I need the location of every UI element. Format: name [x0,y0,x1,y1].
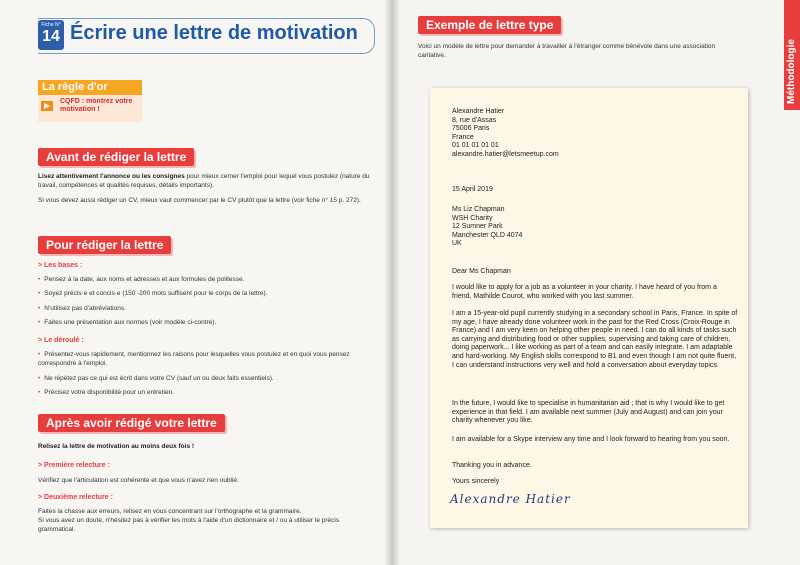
fiche-number: 14 [42,28,60,45]
first-reading-heading: > Première relecture : [38,462,110,469]
bases-item-4: • Faites une présentation aux normes (voir modèle ci-contre). [38,318,378,327]
letter-paragraph-3: In the future, I would like to specialise in humanitarian aid ; that is why I would like to get experience in that field. I am available next summer (July and August) and can join your charity whenever you like. [452,400,725,425]
bases-item-3: • N'utilisez pas d'abréviations. [38,304,378,313]
recipient-block [452,206,738,249]
second-reading-heading: > Deuxième relecture : [38,494,113,501]
sender-line: Alexandre Hatier [452,108,505,115]
recipient-line: 12 Sumner Park [452,223,503,231]
before-p1-rest: pour mieux cerner l'emploi pour lequel vous postulez (nature du travail, compétences et qualités requises, détails importants). [38,173,370,189]
example-intro: Voici un modèle de lettre pour demander à travailler à l'étranger comme bénévole dans une association caritative. [418,43,716,59]
methodology-tab-label: Méthodologie [786,39,797,104]
golden-rule-box [38,80,142,122]
recipient-line: UK [452,240,462,248]
deroule-item-2: • Ne répétez pas ce qui est écrit dans votre CV (sauf un ou deux faits essentiels). [38,374,378,383]
methodology-tab [784,0,800,110]
letter-paragraph-1: I would like to apply for a job as a volunteer in your charity. I have heard of you from a friend, Mathilde Courot, who worked with you last summer. [452,284,717,300]
letter-paragraph-2: I am a 15-year-old pupil currently studying in a secondary school in Paris, France. In spite of my age, I have already done volunteer work in the past for the Red Cross (Croix-Rouge in France) and I am very keen on helping other people in need. I can do all kinds of tasks such as carrying and distributing food or other supplies, supervising and taking care of children, doing paperwork... I like working as part of a team and can easily integrate. I am adaptable and hard-working. My English skills correspond to B1 and even though I am not quite fluent, I can understand instructions very well and hold a conversation about everyday topics. [452,310,738,369]
recipient-line: Manchester QLD 4074 [452,231,523,239]
sender-block [452,108,738,160]
second-reading-text-2: Si vous avez un doute, n'hésitez pas à vérifier les mots à l'aide d'un dictionnaire et / ou à utiliser le précis grammatical. [38,517,340,533]
golden-rule-heading: La règle d'or [38,80,142,95]
arrow-icon [41,101,53,111]
section-before-writing: Avant de rédiger la lettre [38,148,194,166]
letter-thanks: Thanking you in advance. [452,462,532,469]
first-reading-text: Vérifiez que l'articulation est cohérente et que vous n'avez rien oublié. [38,477,239,484]
signature: Alexandre Hatier [450,492,571,506]
letter-greeting: Dear Ms Chapman [452,268,511,275]
left-page [0,0,392,565]
fiche-badge [38,20,64,50]
letter-paragraph-4: I am available for a Skype interview any time and I look forward to hearing from you soon. [452,436,730,443]
before-p1-bold: Lisez attentivement l'annonce ou les consignes [38,173,185,180]
bases-item-1: • Pensez à la date, aux noms et adresses et aux formules de politesse. [38,275,378,284]
sender-line: 8, rue d'Assas [452,116,497,124]
right-page [392,0,800,565]
sender-email: alexandre.hatier@letsmeetup.com [452,150,559,158]
after-intro: Relisez la lettre de motivation au moins deux fois ! [38,443,195,450]
sender-line: 75006 Paris [452,125,490,133]
bases-item-2: • Soyez précis·e et concis·e (150 -200 mots suffisent pour le corps de la lettre). [38,289,378,298]
example-banner: Exemple de lettre type [418,16,561,34]
deroule-heading: > Le déroulé : [38,337,84,344]
sender-line: France [452,133,474,141]
golden-rule-text: CQFD : montrez votre motivation ! [60,98,133,113]
before-paragraph-1 [38,172,373,190]
bases-heading: > Les bases : [38,262,83,269]
second-reading-text-1: Faites la chasse aux erreurs, relisez en vous concentrant sur l'orthographe et la grammaire. [38,508,302,515]
letter-sheet [430,88,748,528]
fiche-label: Fiche N° [41,22,61,28]
recipient-line: WSH Charity [452,214,493,222]
letter-closing: Yours sincerely [452,478,500,485]
book-gutter [384,0,400,565]
section-after-writing: Après avoir rédigé votre lettre [38,414,225,432]
recipient-line: Ms Liz Chapman [452,206,505,213]
section-writing: Pour rédiger la lettre [38,236,171,254]
deroule-item-3: • Précisez votre disponibilité pour un entretien. [38,388,378,397]
page-title: Écrire une lettre de motivation [70,22,358,44]
sender-line: 01 01 01 01 01 [452,142,499,150]
before-paragraph-2: Si vous devez aussi rédiger un CV, mieux vaut commencer par le CV plutôt que la lettre (voir fiche n° 15 p. 272). [38,197,361,204]
letter-date: 15 April 2019 [452,186,493,193]
deroule-item-1: • Présentez-vous rapidement, mentionnez les raisons pour lesquelles vous postulez et en quoi vous pensez correspondre à l'emploi. [38,350,378,368]
